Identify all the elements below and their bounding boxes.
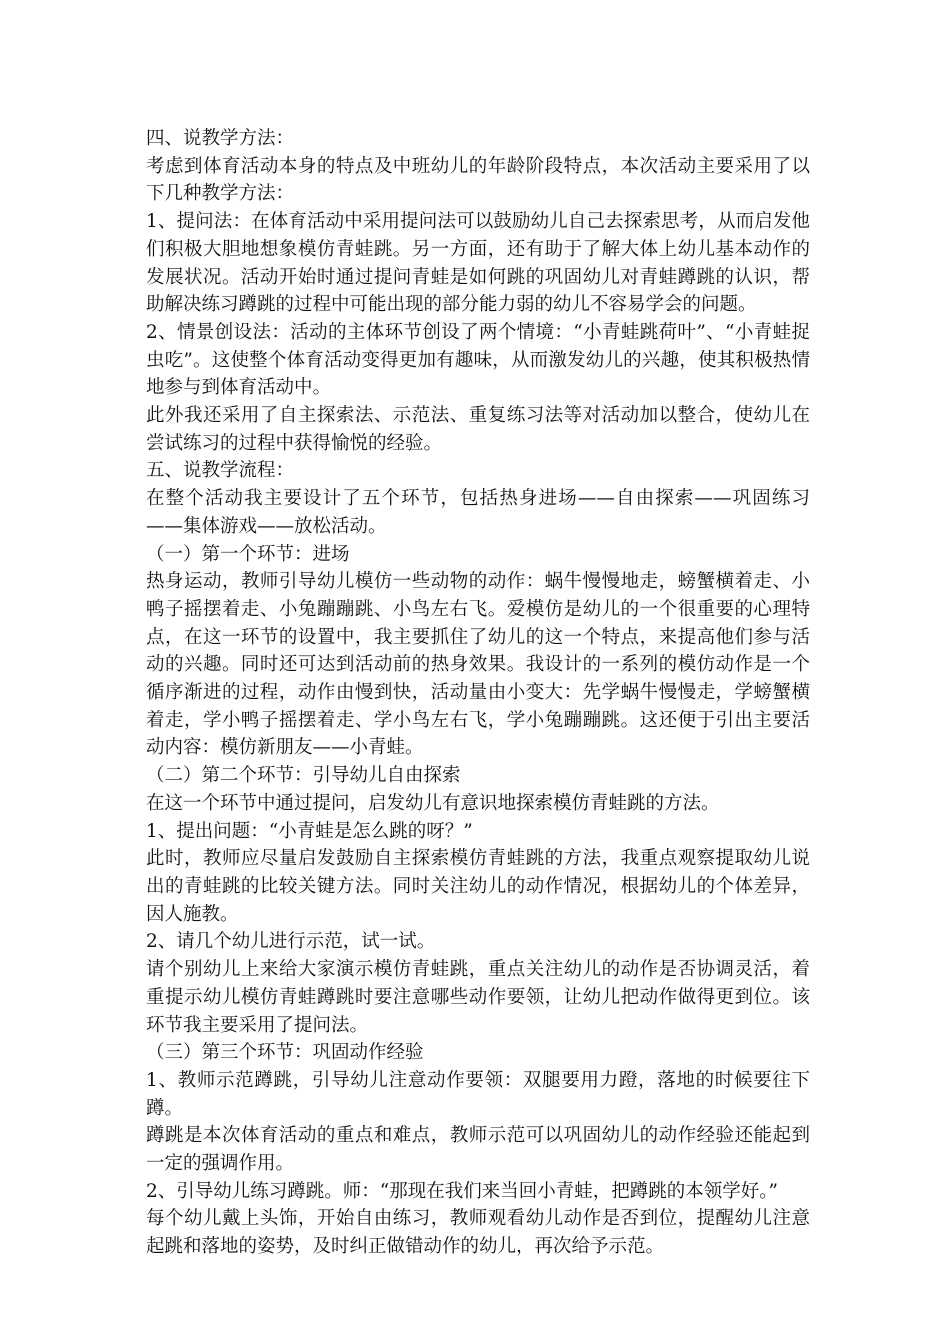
paragraph-exploration-intro: 在这一个环节中通过提问，启发幼儿有意识地探索模仿青蛙跳的方法。 — [146, 792, 720, 814]
paragraph-scenario-method: 2、情景创设法：活动的主体环节创设了两个情境：“小青蛙跳荷叶”、“小青蛙捉虫吃”。这使整个体育活动变得更加有趣味，从而激发幼儿的兴趣，使其积极热情地参与到体育活动中。 — [146, 321, 810, 399]
paragraph-process-overview: 在整个活动我主要设计了五个环节，包括热身进场——自由探索——巩固练习——集体游戏——放松活动。 — [146, 488, 810, 537]
paragraph-ask-question: 1、提出问题：“小青蛙是怎么跳的呀？” — [146, 820, 473, 842]
paragraph-other-methods: 此外我还采用了自主探索法、示范法、重复练习法等对活动加以整合，使幼儿在尝试练习的过程中获得愉悦的经验。 — [146, 405, 810, 454]
paragraph-questioning-method: 1、提问法：在体育活动中采用提问法可以鼓励幼儿自己去探索思考，从而启发他们积极大胆地想象模仿青蛙跳。另一方面，还有助于了解大体上幼儿基本动作的发展状况。活动开始时通过提问青蛙是如何跳的巩固幼儿对青蛙蹲跳的认识，帮助解决练习蹲跳的过程中可能出现的部分能力弱的幼儿不容易学会的问题。 — [146, 211, 810, 316]
section-heading-teaching-process: 五、说教学流程： — [146, 460, 295, 482]
paragraph-warmup: 热身运动，教师引导幼儿模仿一些动物的动作：蜗牛慢慢地走，螃蟹横着走、小鸭子摇摆着走、小兔蹦蹦跳、小鸟左右飞。爱模仿是幼儿的一个很重要的心理特点，在这一环节的设置中，我主要抓住了幼儿的这一个特点，来提高他们参与活动的兴趣。同时还可达到活动前的热身效果。我设计的一系列的模仿动作是一个循序渐进的过程，动作由慢到快，活动量由小变大：先学蜗牛慢慢走，学螃蟹横着走，学小鸭子摇摆着走、学小鸟左右飞，学小兔蹦蹦跳。这还便于引出主要活动内容：模仿新朋友——小青蛙。 — [146, 571, 810, 759]
paragraph-free-practice: 每个幼儿戴上头饰，开始自由练习，教师观看幼儿动作是否到位，提醒幼儿注意起跳和落地的姿势，及时纠正做错动作的幼儿，再次给予示范。 — [146, 1208, 810, 1258]
paragraph-individual-demo: 请个别幼儿上来给大家演示模仿青蛙跳，重点关注幼儿的动作是否协调灵活，着重提示幼儿模仿青蛙蹲跳时要注意哪些动作要领，让幼儿把动作做得更到位。该环节我主要采用了提问法。 — [146, 959, 810, 1036]
paragraph-key-difficulty: 蹲跳是本次体育活动的重点和难点，教师示范可以巩固幼儿的动作经验还能起到一定的强调作用。 — [146, 1125, 810, 1175]
paragraph-teacher-demo: 1、教师示范蹲跳，引导幼儿注意动作要领：双腿要用力蹬，落地的时候要往下蹲。 — [146, 1069, 810, 1119]
paragraph-methods-intro: 考虑到体育活动本身的特点及中班幼儿的年龄阶段特点，本次活动主要采用了以下几种教学方法： — [146, 155, 810, 205]
paragraph-guided-practice: 2、引导幼儿练习蹲跳。师：“那现在我们来当回小青蛙，把蹲跳的本领学好。” — [146, 1180, 778, 1202]
document-body — [146, 125, 810, 1261]
subheading-step-three: （三）第三个环节：巩固动作经验 — [146, 1042, 424, 1064]
subheading-step-two: （二）第二个环节：引导幼儿自由探索 — [146, 765, 461, 787]
section-heading-teaching-methods: 四、说教学方法： — [146, 128, 295, 149]
paragraph-observe: 此时，教师应尽量启发鼓励自主探索模仿青蛙跳的方法，我重点观察提取幼儿说出的青蛙跳的比较关键方法。同时关注幼儿的动作情况，根据幼儿的个体差异，因人施教。 — [146, 848, 810, 925]
paragraph-demonstrate-try: 2、请几个幼儿进行示范，试一试。 — [146, 931, 436, 953]
subheading-step-one: （一）第一个环节：进场 — [146, 543, 350, 565]
